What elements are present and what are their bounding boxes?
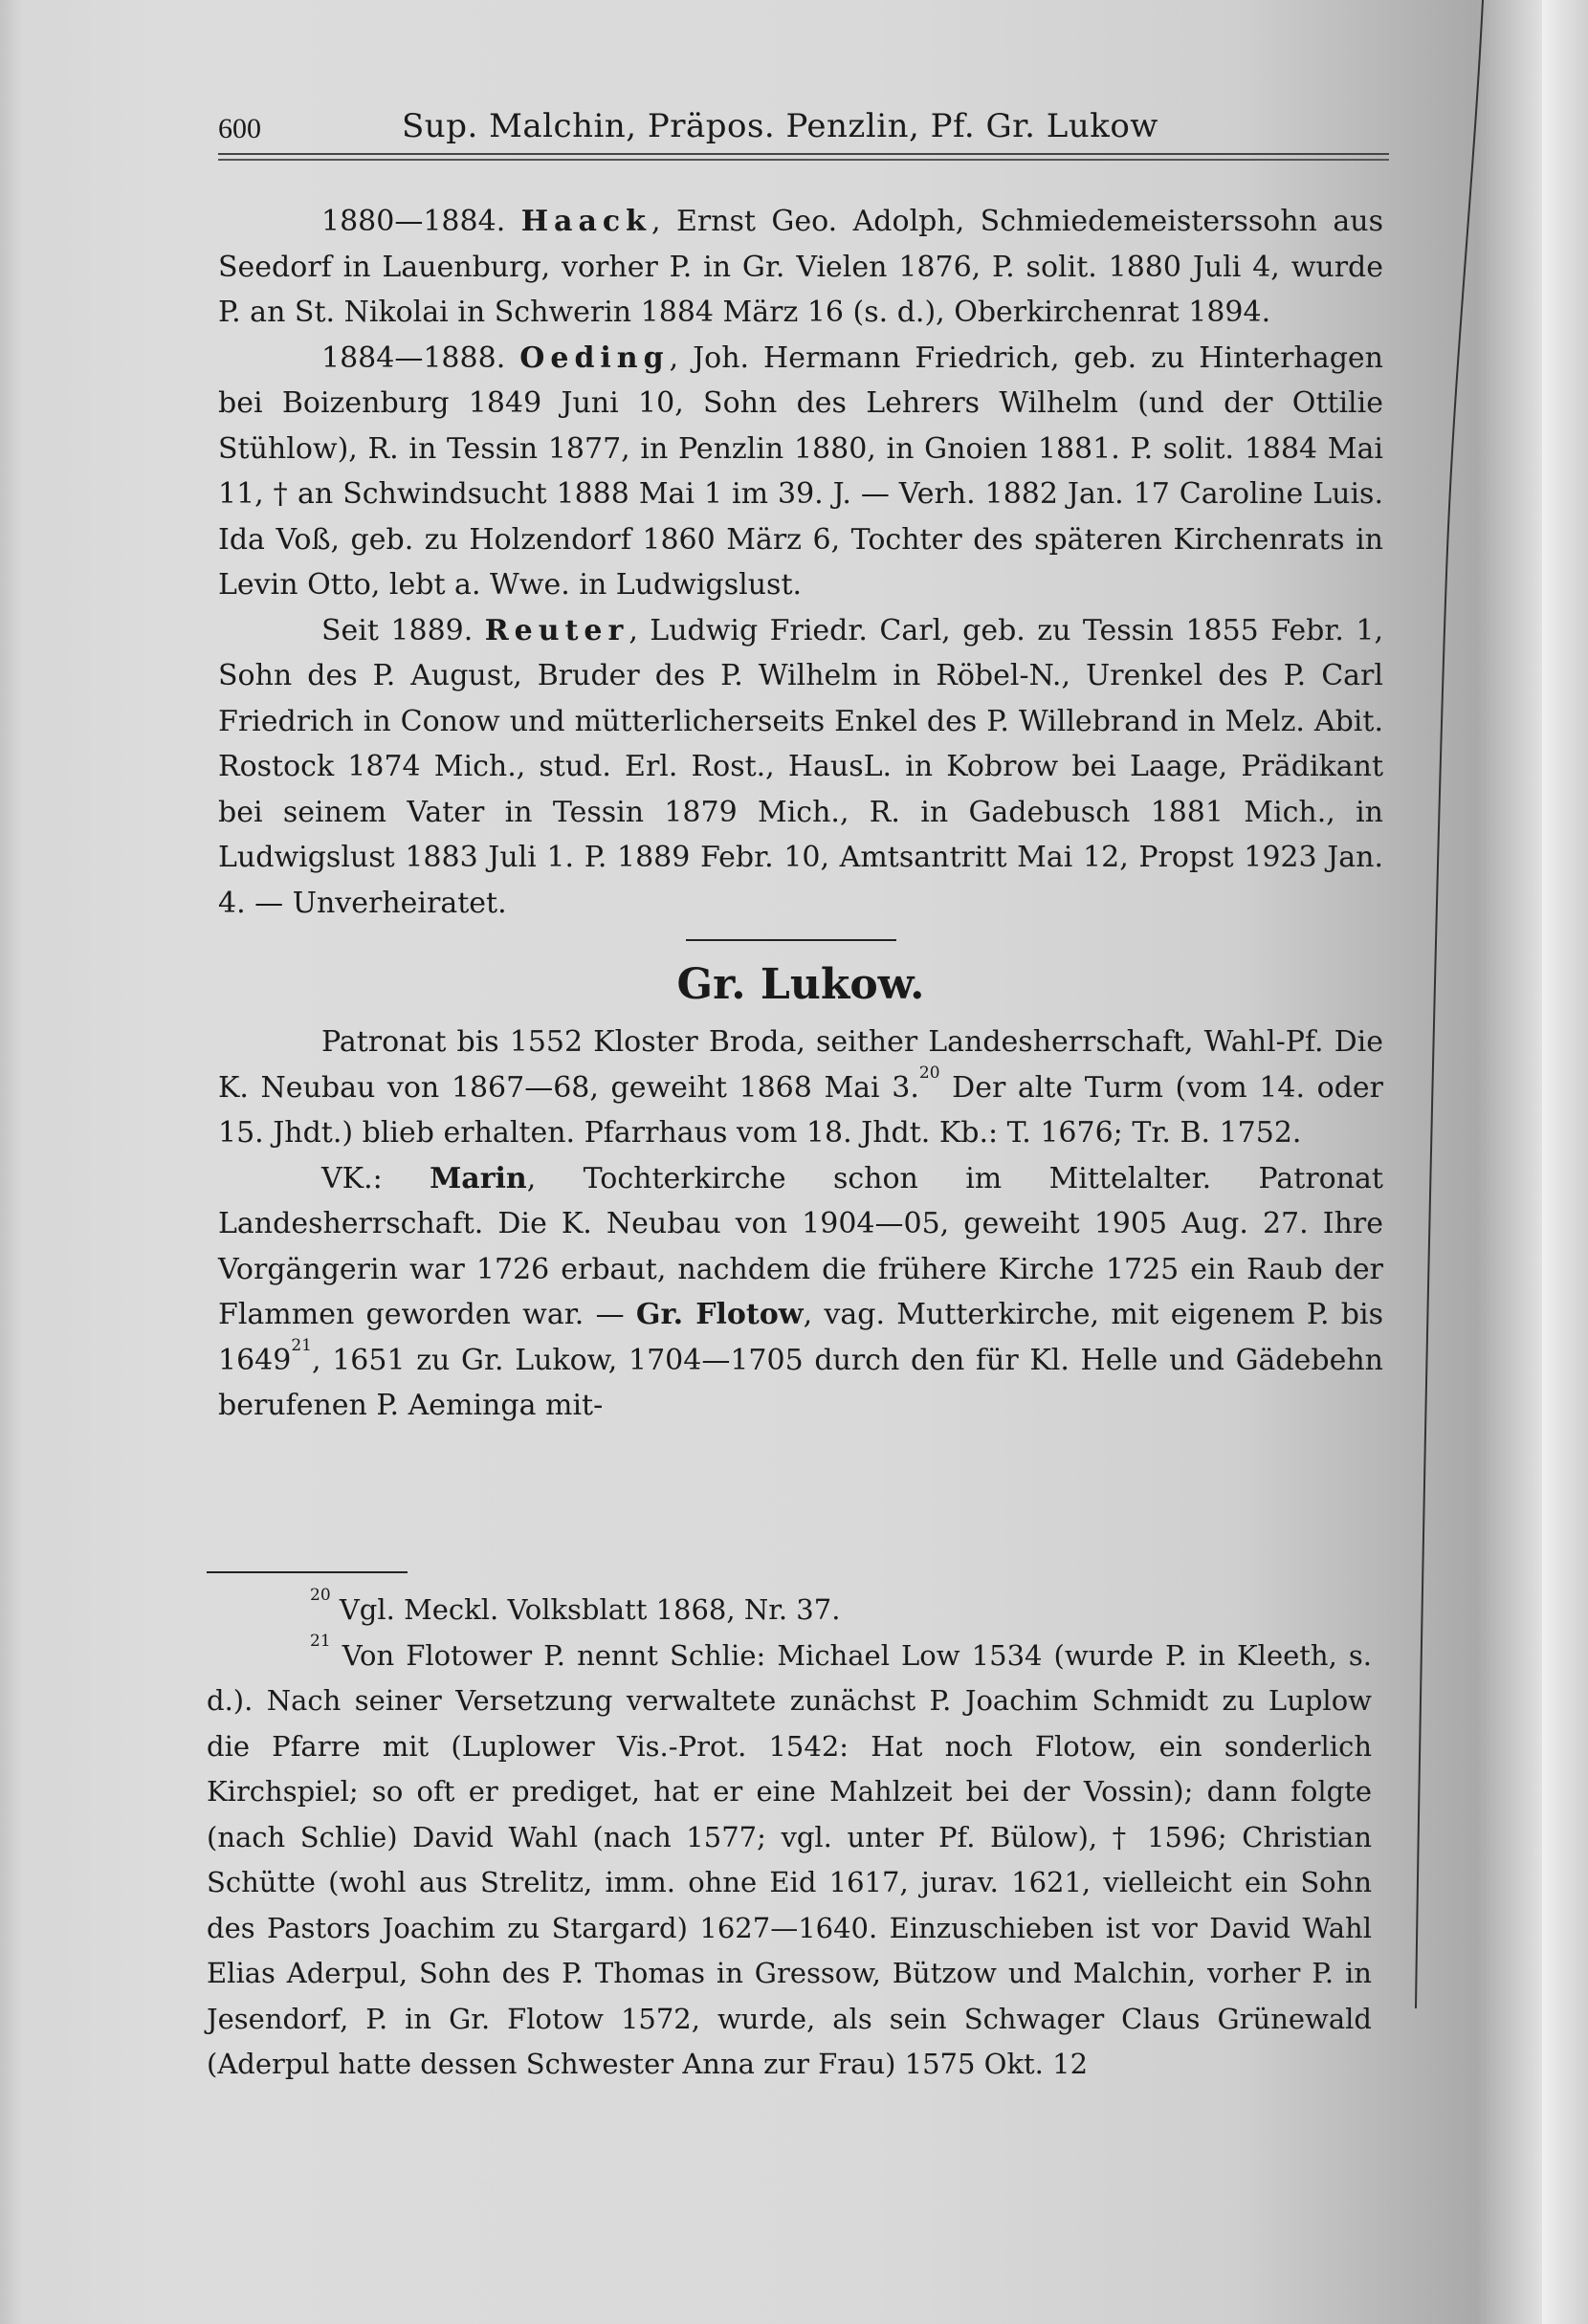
footnote-20	[207, 1588, 1372, 1633]
body-text	[218, 199, 1383, 1429]
entry-years: Seit 1889.	[321, 613, 474, 647]
footnote-21	[207, 1633, 1372, 2088]
header-rule	[218, 153, 1389, 161]
entry-name: Oeding	[519, 340, 670, 375]
footnote-rule	[207, 1571, 408, 1573]
place-name-flotow: Gr. Flotow	[635, 1298, 804, 1331]
entry-name: Reuter	[484, 613, 629, 647]
footnote-text: Vgl. Meckl. Volksblatt 1868, Nr. 37.	[339, 1593, 841, 1626]
place-name-marin: Marin	[430, 1161, 527, 1195]
entry-reuter	[218, 608, 1383, 927]
section-paragraph-patronat	[218, 1019, 1383, 1156]
entry-name: Haack	[520, 205, 651, 238]
footnote-text: Von Flotower P. nennt Schlie: Michael Low 1534 (wurde P. in Kleeth, s. d.). Nach seiner Versetzung verwaltete zunächst P. Joachim Schmidt zu Luplow die Pfarre mit (Luplower Vis.-Prot. 1542: Hat noch Flotow, ein sonderlich Kirchspiel; so oft er prediget, hat er eine Mahlzeit bei der Vossin); dann folgte (nach Schlie) David Wahl (nach 1577; vgl. unter Pf. Bülow), † 1596; Christian Schütte (wohl aus Strelitz, imm. ohne Eid 1617, jurav. 1621, vielleicht ein Sohn des Pastors Joachim zu Stargard) 1627—1640. Einzuschieben ist vor David Wahl Elias Aderpul, Sohn des P. Thomas in Gressow, Bützow und Malchin, vorher P. in Jesendorf, P. in Gr. Flotow 1572, wurde, als sein Schwager Claus Grünewald (Aderpul hatte dessen Schwester Anna zur Frau) 1575 Okt. 12	[207, 1638, 1373, 2080]
entry-text: , Ludwig Friedr. Carl, geb. zu Tessin 1855 Febr. 1, Sohn des P. August, Bruder des P. Wilhelm in Röbel-N., Urenkel des P. Carl Friedrich in Conow und mütterlicherseits Enkel des P. Willebrand in Melz. Abit. Rostock 1874 Mich., stud. Erl. Rost., HausL. in Kobrow bei Laage, Prädikant bei seinem Vater in Tessin 1879 Mich., R. in Gadebusch 1881 Mich., in Ludwigslust 1883 Juli 1. P. 1889 Febr. 10, Amtsantritt Mai 12, Propst 1923 Jan. 4. — Unverheiratet.	[218, 613, 1383, 920]
footnotes	[207, 1588, 1372, 2088]
paragraph-text: Der alte Turm (vom 14. oder 15. Jhdt.) blieb erhalten. Pfarrhaus vom 18. Jhdt. Kb.: T. 1676; Tr. B. 1752.	[218, 1070, 1383, 1150]
footnote-number: 21	[310, 1631, 331, 1651]
section-paragraph-vk	[218, 1156, 1383, 1429]
entry-years: 1880—1884.	[321, 205, 506, 238]
paragraph-text: , Tochterkirche schon im Mittelalter. Patronat Landesherrschaft. Die K. Neubau von 1904—05, geweiht 1905 Aug. 27. Ihre Vorgängerin war 1726 erbaut, nachdem die frühere Kirche 1725 ein Raub der Flammen geworden war. —	[218, 1161, 1383, 1331]
entry-text: , Ernst Geo. Adolph, Schmiedemeisterssohn aus Seedorf in Lauenburg, vorher P. in Gr. Vielen 1876, P. solit. 1880 Juli 4, wurde P. an St. Nikolai in Schwerin 1884 März 16 (s. d.), Oberkirchenrat 1894.	[218, 205, 1383, 329]
entry-years: 1884—1888.	[321, 340, 506, 375]
entry-haack	[218, 199, 1383, 336]
running-head	[218, 107, 1389, 145]
section-separator	[686, 939, 896, 941]
entry-oeding	[218, 336, 1383, 608]
paragraph-text: , 1651 zu Gr. Lukow, 1704—1705 durch den für Kl. Helle und Gädebehn berufenen P. Aeminga mit-	[218, 1343, 1383, 1422]
section-heading: Gr. Lukow.	[676, 960, 925, 1009]
footnote-number: 20	[310, 1586, 331, 1605]
running-head-title: Sup. Malchin, Präpos. Penzlin, Pf. Gr. Lukow	[402, 107, 1158, 145]
paragraph-text: Patronat bis 1552 Kloster Broda, seither Landesherrschaft, Wahl-Pf. Die K. Neubau von 1867—68, geweiht 1868 Mai 3.	[218, 1025, 1383, 1105]
page-number: 600	[218, 113, 261, 144]
paragraph-text: , vag. Mutterkirche, mit eigenem P. bis 1649	[218, 1298, 1383, 1377]
footnote-ref[interactable]: 20	[918, 1063, 940, 1083]
footnote-ref[interactable]: 21	[291, 1335, 312, 1355]
entry-text: , Joh. Hermann Friedrich, geb. zu Hinterhagen bei Boizenburg 1849 Juni 10, Sohn des Lehrers Wilhelm (und der Ottilie Stühlow), R. in Tessin 1877, in Penzlin 1880, in Gnoien 1881. P. solit. 1884 Mai 11, † an Schwindsucht 1888 Mai 1 im 39. J. — Verh. 1882 Jan. 17 Caroline Luis. Ida Voß, geb. zu Holzendorf 1860 März 6, Tochter des späteren Kirchenrats in Levin Otto, lebt a. Wwe. in Ludwigslust.	[218, 340, 1383, 602]
paragraph-lead: VK.:	[321, 1161, 383, 1195]
